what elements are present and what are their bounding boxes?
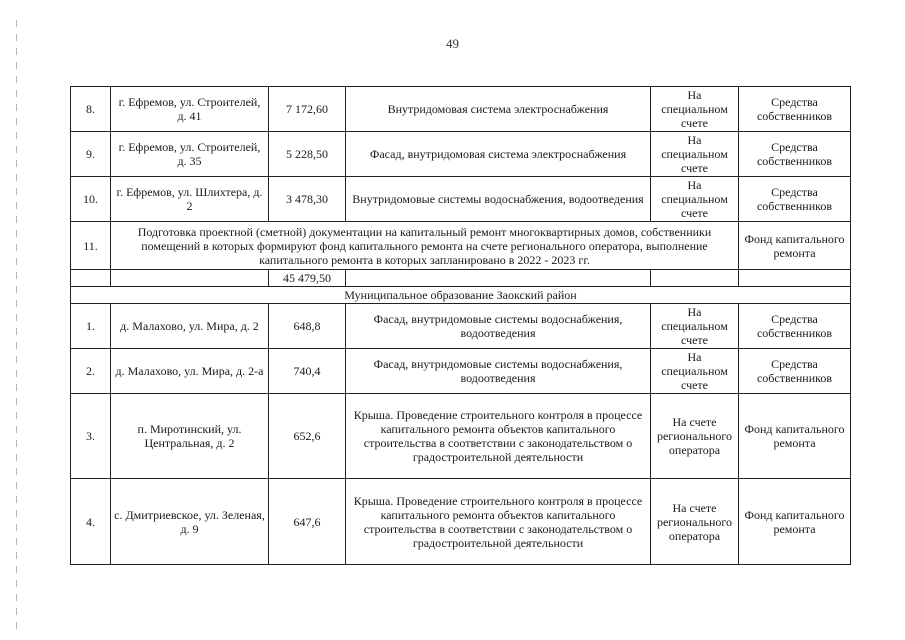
account-cell: На специальном счете: [651, 87, 739, 132]
row-number: 4.: [71, 479, 111, 565]
row-number: 8.: [71, 87, 111, 132]
account-cell: На специальном счете: [651, 349, 739, 394]
address-cell: г. Ефремов, ул. Шлихтера, д. 2: [111, 177, 269, 222]
row-number: 2.: [71, 349, 111, 394]
row-number: 10.: [71, 177, 111, 222]
section-header-row: [71, 287, 851, 304]
row-number: 1.: [71, 304, 111, 349]
address-cell: д. Малахово, ул. Мира, д. 2: [111, 304, 269, 349]
area-cell: 3 478,30: [269, 177, 346, 222]
work-type-cell: Внутридомовые системы водоснабжения, водоотведения: [346, 177, 651, 222]
area-cell: 7 172,60: [269, 87, 346, 132]
work-type-cell: Крыша. Проведение строительного контроля в процессе капитального ремонта объектов капитального строительства в соответствии с законодательством о градостроительной деятельности: [346, 479, 651, 565]
table-row: [71, 87, 851, 132]
area-cell: 648,8: [269, 304, 346, 349]
account-cell: На счете регионального оператора: [651, 479, 739, 565]
table-row: [71, 349, 851, 394]
repair-plan-table: [70, 86, 851, 565]
total-row: [71, 270, 851, 287]
work-type-cell: Внутридомовая система электроснабжения: [346, 87, 651, 132]
table-row: [71, 132, 851, 177]
address-cell: д. Малахово, ул. Мира, д. 2-а: [111, 349, 269, 394]
work-type-cell: Фасад, внутридомовые системы водоснабжения, водоотведения: [346, 349, 651, 394]
address-cell: п. Миротинский, ул. Центральная, д. 2: [111, 394, 269, 479]
account-cell: На специальном счете: [651, 304, 739, 349]
address-cell: г. Ефремов, ул. Строителей, д. 35: [111, 132, 269, 177]
address-cell: г. Ефремов, ул. Строителей, д. 41: [111, 87, 269, 132]
row-number: 3.: [71, 394, 111, 479]
area-cell: 740,4: [269, 349, 346, 394]
table-row: [71, 222, 851, 270]
funding-source-cell: Средства собственников: [739, 304, 851, 349]
page-number: 49: [446, 36, 459, 51]
table-row: [71, 394, 851, 479]
work-type-cell: Крыша. Проведение строительного контроля в процессе капитального ремонта объектов капитального строительства в соответствии с законодательством о градостроительной деятельности: [346, 394, 651, 479]
table-row: [71, 304, 851, 349]
address-cell: с. Дмитриевское, ул. Зеленая, д. 9: [111, 479, 269, 565]
funding-source-cell: Фонд капитального ремонта: [739, 394, 851, 479]
account-cell: На специальном счете: [651, 132, 739, 177]
funding-source-cell: Средства собственников: [739, 87, 851, 132]
section-title: Муниципальное образование Заокский район: [71, 287, 851, 304]
table-row: [71, 479, 851, 565]
account-cell: На счете регионального оператора: [651, 394, 739, 479]
design-documentation-cell: Подготовка проектной (сметной) документации на капитальный ремонт многоквартирных домов, собственники помещений в которых формируют фонд капитального ремонта на счете регионального оператора, выполнение капитального ремонта в которых запланировано в 2022 - 2023 гг.: [111, 222, 739, 270]
total-area-cell: 45 479,50: [269, 270, 346, 287]
funding-source-cell: Средства собственников: [739, 177, 851, 222]
funding-source-cell: Фонд капитального ремонта: [739, 479, 851, 565]
binding-margin-marks: [16, 20, 17, 630]
funding-source-cell: Фонд капитального ремонта: [739, 222, 851, 270]
row-number: 11.: [71, 222, 111, 270]
funding-source-cell: Средства собственников: [739, 132, 851, 177]
work-type-cell: Фасад, внутридомовая система электроснабжения: [346, 132, 651, 177]
funding-source-cell: Средства собственников: [739, 349, 851, 394]
work-type-cell: Фасад, внутридомовые системы водоснабжения, водоотведения: [346, 304, 651, 349]
table-row: [71, 177, 851, 222]
area-cell: 5 228,50: [269, 132, 346, 177]
area-cell: 647,6: [269, 479, 346, 565]
row-number: 9.: [71, 132, 111, 177]
area-cell: 652,6: [269, 394, 346, 479]
account-cell: На специальном счете: [651, 177, 739, 222]
